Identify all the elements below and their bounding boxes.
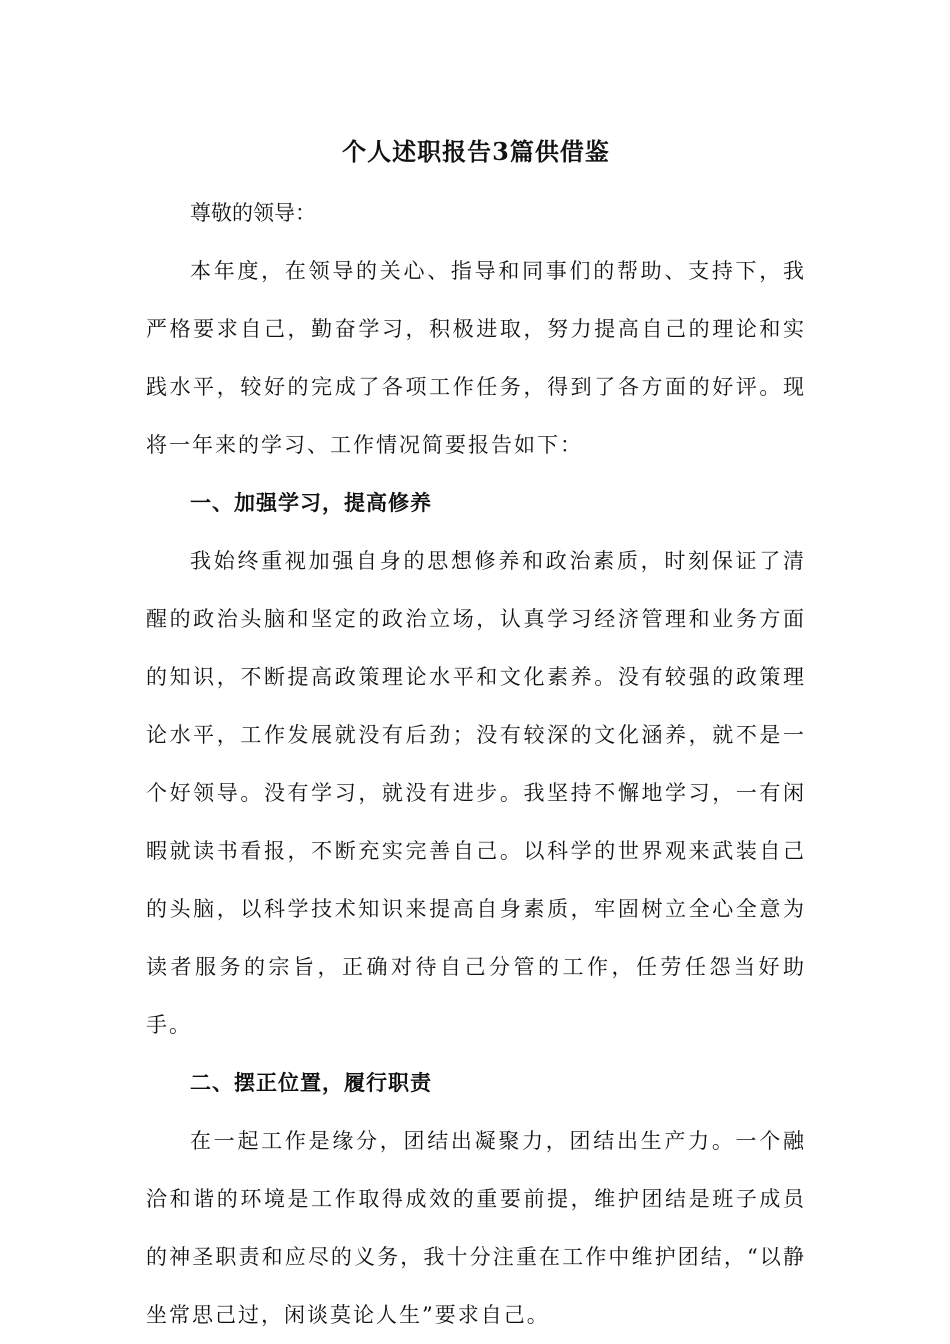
intro-paragraph: 本年度，在领导的关心、指导和同事们的帮助、支持下，我严格要求自己，勤奋学习，积极进取，努力提高自己的理论和实践水平，较好的完成了各项工作任务，得到了各方面的好评。现将一年来的学习、工作情况简要报告如下： [146,259,806,457]
document-content [146,130,806,1344]
section-heading-1: 一、加强学习，提高修养 [190,490,432,515]
section-heading-2: 二、摆正位置，履行职责 [190,1070,432,1095]
section-body-2: 在一起工作是缘分，团结出凝聚力，团结出生产力。一个融洽和谐的环境是工作取得成效的重要前提，维护团结是班子成员的神圣职责和应尽的义务，我十分注重在工作中维护团结，“以静坐常思己过，闲谈莫论人生”要求自己。 [146,1129,806,1327]
document-title: 个人述职报告3篇供借鉴 [342,137,610,166]
section-body-1: 我始终重视加强自身的思想修养和政治素质，时刻保证了清醒的政治头脑和坚定的政治立场，认真学习经济管理和业务方面的知识，不断提高政策理论水平和文化素养。没有较强的政策理论水平，工作发展就没有后劲；没有较深的文化涵养，就不是一个好领导。没有学习，就没有进步。我坚持不懈地学习，一有闲暇就读书看报，不断充实完善自己。以科学的世界观来武装自己的头脑，以科学技术知识来提高自身素质，牢固树立全心全意为读者服务的宗旨，正确对待自己分管的工作，任劳任怨当好助手。 [146,549,806,1037]
salutation: 尊敬的领导： [190,201,316,225]
